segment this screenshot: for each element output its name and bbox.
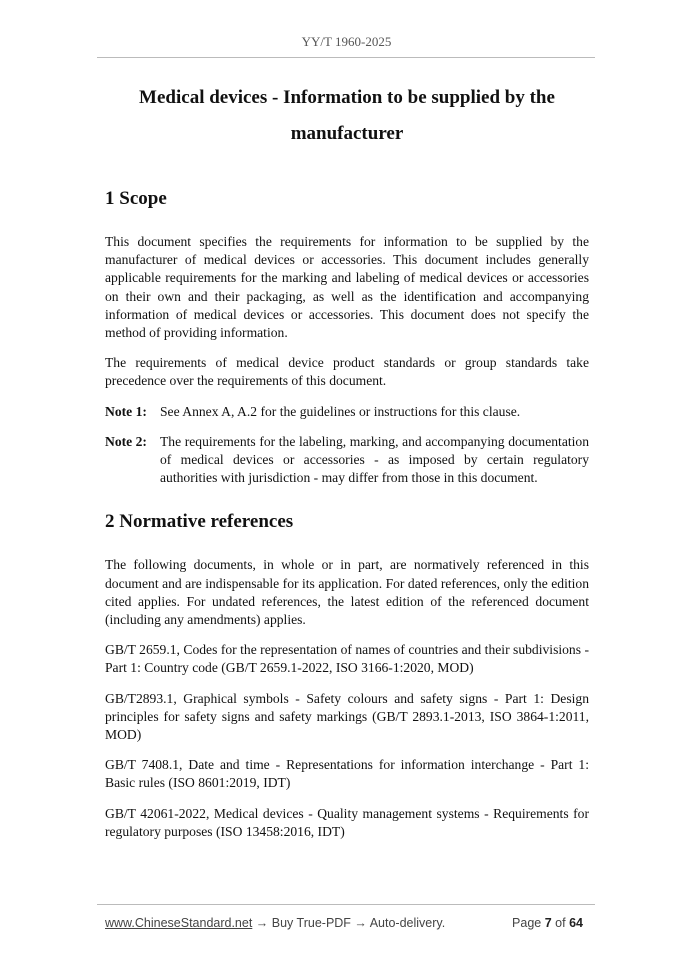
note-text: See Annex A, A.2 for the guidelines or instructions for this clause. [160, 403, 521, 419]
reference-item: GB/T 7408.1, Date and time - Representations for information interchange - Part 1: Basic rules (ISO 8601:2019, IDT) [105, 757, 589, 791]
note-label: Note 1: [105, 403, 147, 419]
note-label: Note 2: [105, 433, 147, 449]
section-heading-normative-references: 2 Normative references [105, 511, 294, 533]
note-1 [105, 403, 589, 421]
reference-item: GB/T 42061-2022, Medical devices - Quality management systems - Requirements for regulatory purposes (ISO 13458:2016, IDT) [105, 805, 589, 839]
reference-item: GB/T2893.1, Graphical symbols - Safety colours and safety signs - Part 1: Design principles for safety signs and safety markings (GB/T 2893.1-2013, ISO 3864-1:2011, MOD) [105, 690, 589, 743]
header-divider [97, 57, 595, 58]
scope-paragraph-1: This document specifies the requirements for information to be supplied by the manufacturer of medical devices or accessories. This document includes generally applicable requirements for the marking and labeling of medical devices or accessories on their own and their packaging, as well as the identification and accompanying information of medical devices or accessories. This document does not specify the method of providing information. [105, 234, 589, 341]
note-2 [105, 433, 589, 488]
document-title [105, 80, 589, 152]
title-line-1: Medical devices - Information to be supplied by the [139, 87, 555, 108]
page-number [512, 916, 583, 930]
page-current: 7 [544, 916, 552, 930]
reference-item: GB/T 2659.1, Codes for the representation of names of countries and their subdivisions - Part 1: Country code (GB/T 2659.1-2022, ISO 3166-1:2020, MOD) [105, 642, 589, 676]
page-of: of [555, 916, 566, 930]
scope-paragraph-2: The requirements of medical device product standards or group standards take precedence over the requirements of this document. [105, 355, 589, 389]
footer-divider [97, 904, 595, 905]
normative-intro-paragraph: The following documents, in whole or in part, are normatively referenced in this document and are indispensable for its application. For dated references, only the edition cited applies. For undated references, the latest edition of the referenced document (including any amendments) applies. [105, 557, 589, 628]
section-heading-scope: 1 Scope [105, 188, 167, 209]
note-text: The requirements for the labeling, marking, and accompanying documentation of medical devices or accessories - as imposed by certain regulatory authorities with jurisdiction - may differ from those in this document. [160, 433, 589, 486]
page-total: 64 [569, 916, 583, 930]
title-line-2: manufacturer [290, 123, 404, 144]
footer-tagline: → Buy True-PDF → Auto-delivery. [252, 916, 446, 930]
website-link[interactable]: www.ChineseStandard.net [105, 916, 253, 930]
document-code-header: YY/T 1960-2025 [301, 34, 392, 49]
page-footer [105, 916, 589, 930]
document-body [105, 186, 589, 853]
page-label: Page [512, 916, 542, 930]
